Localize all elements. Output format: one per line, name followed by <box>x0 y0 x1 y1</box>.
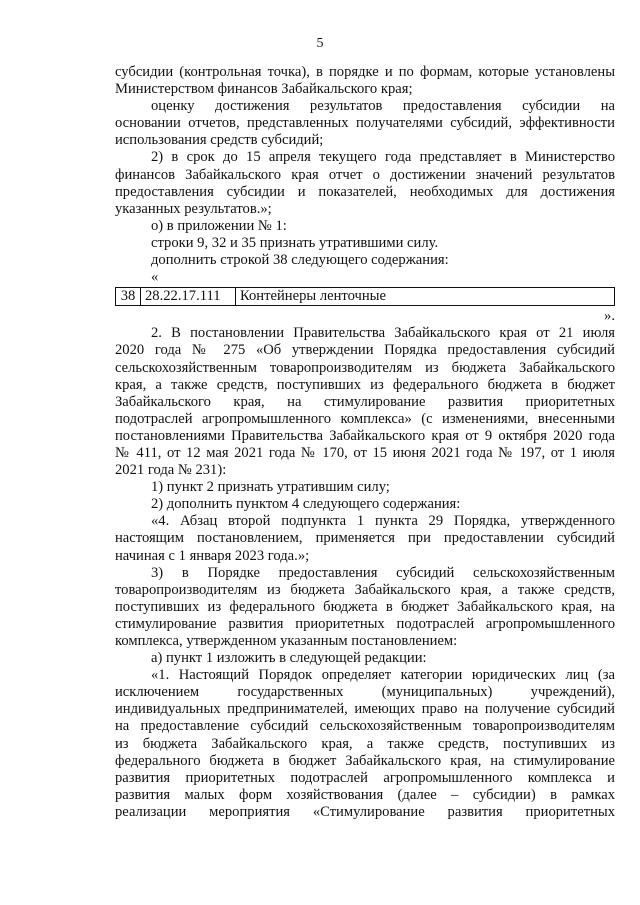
text-line: поступивших из федерального бюджета в бюджет Забайкальского края, на <box>115 598 615 615</box>
document-body <box>115 64 615 821</box>
text-line: субсидии (контрольная точка), в порядке и по формам, которые установлены <box>115 64 615 80</box>
text-line: основании отчетов, представленных получателями субсидий, эффективности <box>115 115 615 132</box>
text-line: строки 9, 32 и 35 признать утратившими силу. <box>151 234 439 251</box>
text-line: развития приоритетных подотраслей агропромышленного комплекса и <box>115 769 615 786</box>
text-line: начиная с 1 января 2023 года.»; <box>115 547 310 564</box>
text-line: на предоставление субсидий сельскохозяйственным товаропроизводителям <box>115 718 615 735</box>
text-line: индивидуальных предпринимателей, имеющих право на получение субсидий <box>115 701 615 718</box>
table-cell-number: 38 <box>116 288 141 306</box>
text-line: развития малых форм хозяйствования (далее – субсидии) в рамках <box>115 786 615 803</box>
text-line: финансов Забайкальского края отчет о достижении значений результатов <box>115 166 615 183</box>
text-line: использования средств субсидий; <box>115 132 324 149</box>
text-line: 2. В постановлении Правительства Забайкальского края от 21 июля <box>151 325 615 342</box>
quote-close: ». <box>604 308 615 325</box>
text-line: «1. Настоящий Порядок определяет категории юридических лиц (за <box>151 667 615 684</box>
table-cell-code: 28.22.17.111 <box>141 288 236 306</box>
page-number: 5 <box>316 36 324 51</box>
quote-open: « <box>151 269 159 286</box>
text-line: № 411, от 12 мая 2021 года № 170, от 15 июня 2021 года № 197, от 1 июля <box>115 444 615 461</box>
text-line: исключением государственных (муниципальных) учреждений), <box>115 684 615 701</box>
text-line: сельскохозяйственным товаропроизводителям из бюджета Забайкальского <box>115 359 615 376</box>
text-line: постановлениями Правительства Забайкальского края от 9 октября 2020 года <box>115 427 615 444</box>
text-line: предоставления субсидии и показателей, необходимых для достижения <box>115 183 615 200</box>
text-line: 2) в срок до 15 апреля текущего года представляет в Министерство <box>151 149 615 166</box>
text-line: подотраслей агропромышленного комплекса» (с изменениями, внесенными <box>115 410 615 427</box>
text-line: стимулирование развития приоритетных подотраслей агропромышленного <box>115 615 615 632</box>
text-line: из бюджета Забайкальского края, а также средств, поступивших из <box>115 735 615 752</box>
text-line: 1) пункт 2 признать утратившим силу; <box>151 479 390 496</box>
appendix-table <box>115 287 615 306</box>
text-line: товаропроизводителям из бюджета Забайкальского края, а также средств, <box>115 581 615 598</box>
text-line: дополнить строкой 38 следующего содержания: <box>151 252 449 269</box>
text-line: указанных результатов.»; <box>115 200 272 217</box>
text-line: о) в приложении № 1: <box>151 217 287 234</box>
text-line: а) пункт 1 изложить в следующей редакции: <box>151 650 427 667</box>
text-line: «4. Абзац второй подпункта 1 пункта 29 Порядка, утвержденного <box>151 513 615 530</box>
text-line: федерального бюджета в бюджет Забайкальского края, на стимулирование <box>115 752 615 769</box>
table-cell-name: Контейнеры ленточные <box>236 288 615 306</box>
text-line: 2021 года № 231): <box>115 462 227 479</box>
text-line: края, а также средств, поступивших из федерального бюджета в бюджет <box>115 376 615 393</box>
text-line: Забайкальского края, на стимулирование развития приоритетных <box>115 393 615 410</box>
text-line: 3) в Порядке предоставления субсидий сельскохозяйственным <box>151 564 615 581</box>
text-line: настоящим постановлением, применяется при предоставлении субсидий <box>115 530 615 547</box>
text-line: 2020 года № 275 «Об утверждении Порядка предоставления субсидий <box>115 342 615 359</box>
text-line: 2) дополнить пунктом 4 следующего содержания: <box>151 496 461 513</box>
text-line: реализации мероприятия «Стимулирование развития приоритетных <box>115 803 615 820</box>
text-line: комплекса, утвержденном указанным постановлением: <box>115 633 458 649</box>
text-line: Министерством финансов Забайкальского края; <box>115 81 413 98</box>
table-row <box>116 288 615 306</box>
text-line: оценку достижения результатов предоставления субсидии на <box>151 98 615 115</box>
